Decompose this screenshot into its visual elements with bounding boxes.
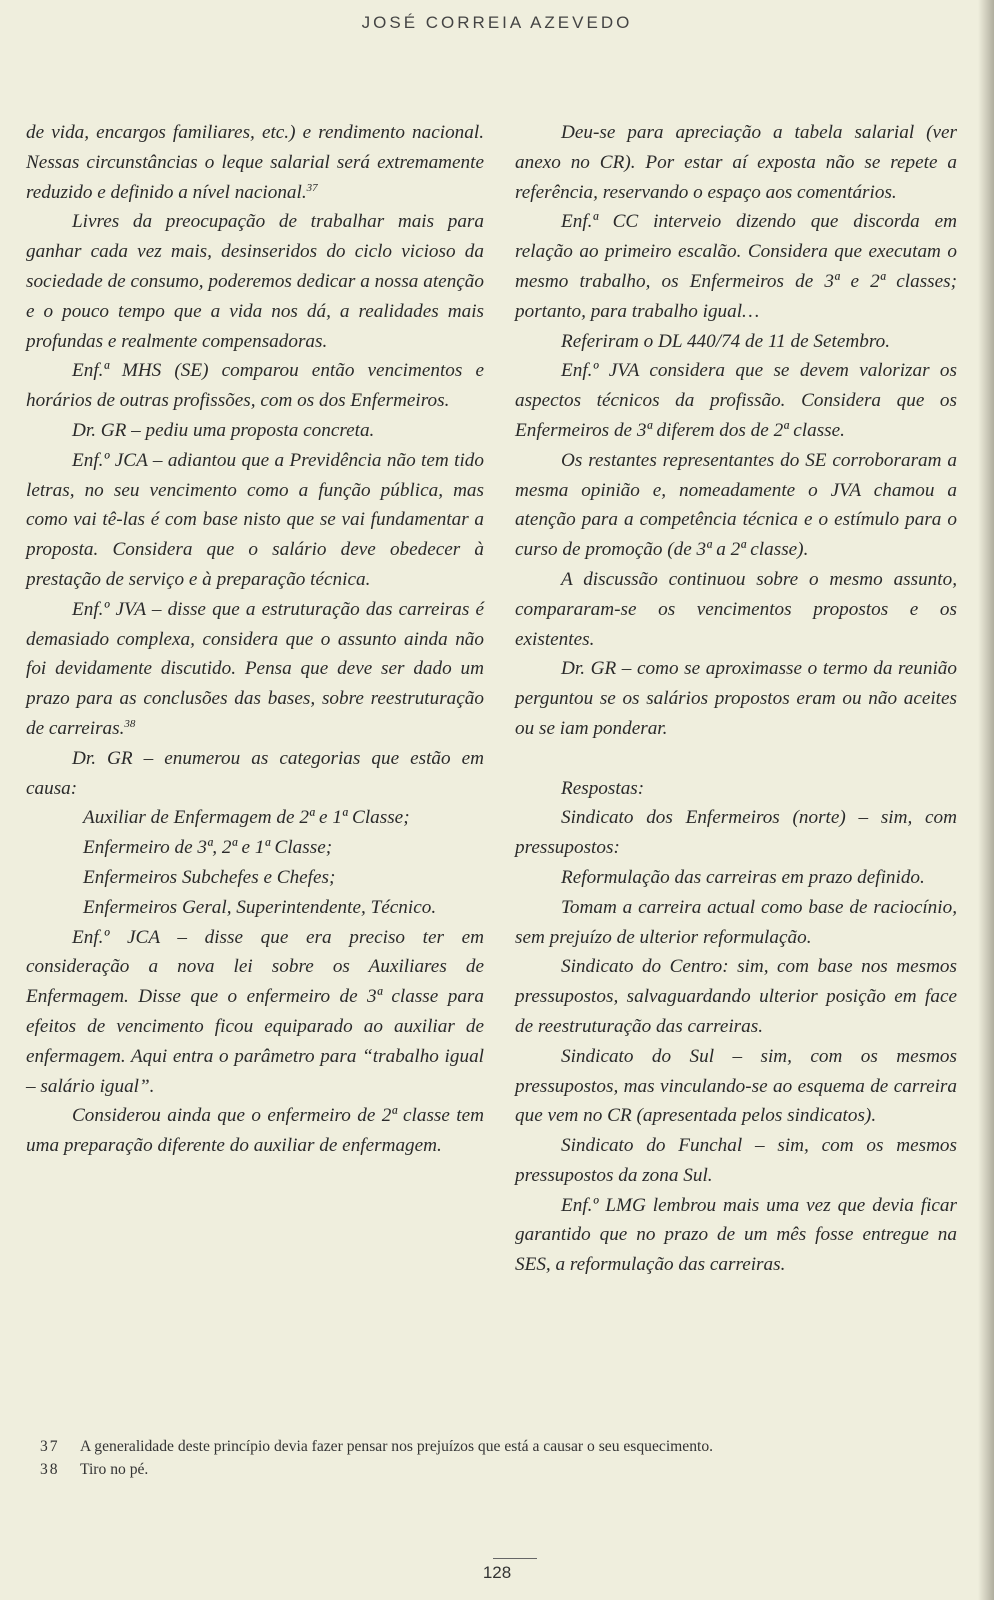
paragraph: Deu-se para apreciação a tabela salarial (ver anexo no CR). Por estar aí exposta não se repete a referência, reservando o espaço aos comentários. (515, 122, 957, 203)
paragraph: Enf.º JCA – adiantou que a Previdência não tem tido letras, no seu vencimento como a função pública, mas como vai tê-las é com base nisto que se vai fundamentar a proposta. Considera que o salário deve obedecer à prestação de serviço e à preparação técnica. (26, 449, 484, 590)
paragraph: Dr. GR – enumerou as categorias que estão em causa: (26, 747, 484, 799)
list-item: Enfermeiro de 3ª, 2ª e 1ª Classe; (83, 837, 333, 859)
running-header: JOSÉ CORREIA AZEVEDO (361, 13, 633, 32)
paragraph: Sindicato do Funchal – sim, com os mesmos pressupostos da zona Sul. (515, 1135, 957, 1186)
paragraph: Enf.º LMG lembrou mais uma vez que devia ficar garantido que no prazo de um mês fosse entregue na SES, a reformulação das carreiras. (515, 1194, 957, 1276)
list-item: Enfermeiros Subchefes e Chefes; (83, 866, 336, 888)
footnote-number: 37 (40, 1438, 60, 1455)
paragraph: Considerou ainda que o enfermeiro de 2ª classe tem uma preparação diferente do auxiliar de enfermagem. (26, 1105, 484, 1157)
paragraph: Referiram o DL 440/74 de 11 de Setembro. (561, 330, 890, 352)
paragraph: Sindicato dos Enfermeiros (norte) – sim, com pressupostos: (515, 807, 957, 859)
left-column (26, 118, 484, 1161)
paragraph: Dr. GR – pediu uma proposta concreta. (72, 419, 375, 441)
footnote-38 (40, 1458, 940, 1481)
list-item: Enfermeiros Geral, Superintendente, Técnico. (83, 896, 437, 918)
page-edge-shadow (978, 0, 994, 1600)
paragraph: Enf.º JVA – disse que a estruturação das carreiras é demasiado complexa, considera que o assunto ainda não foi devidamente discutido. Pensa que deve ser dado um prazo para as conclusões das bases, sobre reestruturação de carreiras.$^{38}$ (26, 598, 484, 739)
paragraph: Os restantes representantes do SE corroboraram a mesma opinião e, nomeadamente o JVA chamou a atenção para a competência técnica e o estímulo para o curso de promoção (de 3ª a 2ª classe). (515, 449, 957, 561)
paragraph: Dr. GR – como se aproximasse o termo da reunião perguntou se os salários propostos eram ou não aceites ou se iam ponderar. (515, 658, 957, 739)
footnote-ref-38: 38 (124, 717, 136, 730)
paragraph: de vida, encargos familiares, etc.) e rendimento nacional. Nessas circunstâncias o leque salarial será extremamente reduzido e definido a nível nacional.$^{37}$ (26, 122, 484, 203)
page-number-rule (493, 1558, 537, 1559)
paragraph: Sindicato do Centro: sim, com base nos mesmos pressupostos, salvaguardando ulterior posição em face de reestruturação das carreiras. (515, 956, 957, 1037)
footnote-37 (40, 1435, 940, 1458)
page-number: 128 (482, 1563, 512, 1582)
paragraph: Enf.ª CC interveio dizendo que discorda em relação ao primeiro escalão. Considera que executam o mesmo trabalho, os Enfermeiros de 3ª e 2ª classes; portanto, para trabalho igual… (515, 211, 957, 322)
footnotes (40, 1435, 940, 1481)
paragraph: Reformulação das carreiras em prazo definido. (561, 866, 925, 888)
footnote-ref-37: 37 (306, 181, 318, 194)
paragraph: A discussão continuou sobre o mesmo assunto, compararam-se os vencimentos propostos e os existentes. (515, 568, 957, 650)
paragraph: Tomam a carreira actual como base de raciocínio, sem prejuízo de ulterior reformulação. (515, 896, 957, 948)
paragraph: Enf.º JVA considera que se devem valorizar os aspectos técnicos da profissão. Considera que os Enfermeiros de 3ª diferem dos de 2ª classe. (515, 360, 957, 441)
footnote-text: A generalidade deste princípio devia fazer pensar nos prejuízos que está a causar o seu esquecimento. (80, 1438, 714, 1455)
footnote-text: Tiro no pé. (80, 1461, 149, 1478)
paragraph: Enf.º JCA – disse que era preciso ter em consideração a nova lei sobre os Auxiliares de Enfermagem. Disse que o enfermeiro de 3ª classe para efeitos de vencimento ficou equiparado ao auxiliar de enfermagem. Aqui entra o parâmetro para “trabalho igual – salário igual”. (26, 926, 484, 1097)
paragraph: Livres da preocupação de trabalhar mais para ganhar cada vez mais, desinseridos do ciclo vicioso da sociedade de consumo, poderemos dedicar a nossa atenção e o pouco tempo que a vida nos dá, a realidades mais profundas e realmente compensadoras. (26, 211, 484, 352)
footnote-number: 38 (40, 1461, 60, 1478)
paragraph: Enf.ª MHS (SE) comparou então vencimentos e horários de outras profissões, com os dos Enfermeiros. (26, 360, 484, 412)
list-item: Auxiliar de Enfermagem de 2ª e 1ª Classe; (83, 807, 410, 829)
section-heading: Respostas: (561, 777, 645, 799)
paragraph: Sindicato do Sul – sim, com os mesmos pressupostos, mas vinculando-se ao esquema de carreira que vem no CR (apresentada pelos sindicatos). (515, 1045, 957, 1127)
right-column (515, 118, 957, 1280)
